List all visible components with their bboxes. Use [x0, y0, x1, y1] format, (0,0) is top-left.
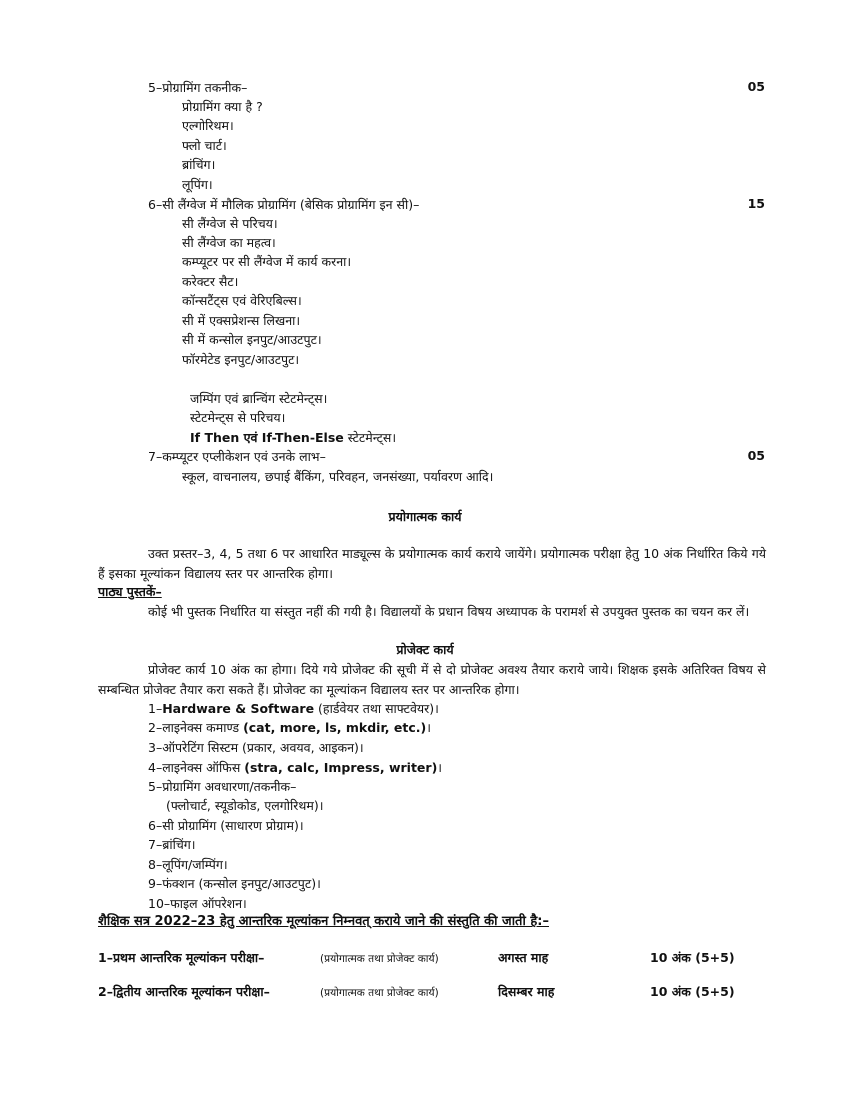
section6-heading: 6–सी लैंग्वेज में मौलिक प्रोग्रामिंग (बेसिक प्रोग्रामिंग इन सी)–	[148, 197, 420, 212]
assessment-detail: (प्रयोगात्मक तथा प्रोजेक्ट कार्य)	[320, 953, 439, 965]
section6-marks: 15	[747, 196, 765, 211]
list-item: 5–प्रोग्रामिंग अवधारणा/तकनीक–	[148, 779, 297, 794]
ifthen-english: If Then एवं If-Then-Else	[190, 430, 344, 445]
assessment-month: दिसम्बर माह	[498, 984, 555, 999]
project-title: प्रोजेक्ट कार्य	[396, 642, 454, 657]
list-item: फॉरमेटेड इनपुट/आउटपुट।	[182, 352, 300, 367]
list-item: ब्रांचिंग।	[182, 157, 216, 172]
assessment-marks: 10 अंक (5+5)	[650, 984, 735, 999]
assessment-name: 1–प्रथम आन्तरिक मूल्यांकन परीक्षा–	[98, 950, 265, 965]
list-item: लूपिंग।	[182, 177, 213, 192]
project-paragraph	[98, 660, 766, 700]
assessment-heading: शैक्षिक सत्र 2022–23 हेतु आन्तरिक मूल्यांकन निम्नवत् कराये जाने की संस्तुति की जाती है:–	[98, 914, 549, 929]
list-item: स्कूल, वाचनालय, छपाई बैंकिंग, परिवहन, जनसंख्या, पर्यावरण आदि।	[182, 469, 494, 484]
list-item: 6–सी प्रोग्रामिंग (साधारण प्रोग्राम)।	[148, 818, 304, 833]
assessment-month: अगस्त माह	[498, 950, 549, 965]
practical-text: उक्त प्रस्तर–3, 4, 5 तथा 6 पर आधारित माड्यूल्स के प्रयोगात्मक कार्य कराये जायेंगे। प्रयोगात्मक परीक्षा हेतु 10 अंक निर्धारित किये गये हैं इसका मूल्यांकन विद्यालय स्तर पर आन्तरिक होगा।	[98, 546, 766, 581]
list-item: 4–लाइनेक्स ऑफिस (stra, calc, Impress, writer)।	[148, 760, 443, 775]
list-item-ifthen	[190, 429, 396, 447]
list-item: कम्प्यूटर पर सी लैंग्वेज में कार्य करना।	[182, 254, 352, 269]
list-item: फ्लो चार्ट।	[182, 138, 227, 153]
list-item: (फ्लोचार्ट, स्यूडोकोड, एलगोरिथम)।	[166, 798, 324, 813]
list-item: 10–फाइल ऑपरेशन।	[148, 896, 247, 911]
list-item: 9–फंक्शन (कन्सोल इनपुट/आउटपुट)।	[148, 876, 321, 891]
assessment-detail: (प्रयोगात्मक तथा प्रोजेक्ट कार्य)	[320, 987, 439, 999]
list-item: कॉन्सटैंट्स एवं वेरिएबिल्स।	[182, 293, 302, 308]
list-item: प्रोग्रामिंग क्या है ?	[182, 99, 263, 114]
assessment-marks: 10 अंक (5+5)	[650, 950, 735, 965]
list-item: 8–लूपिंग/जम्पिंग।	[148, 857, 228, 872]
list-item: एल्गोरिथम।	[182, 118, 234, 133]
section5-marks: 05	[747, 79, 765, 94]
list-item: सी लैंग्वेज से परिचय।	[182, 216, 278, 231]
list-item: 7–ब्रांचिंग।	[148, 837, 196, 852]
list-item: 1–Hardware & Software (हार्डवेयर तथा साफ्टवेयर)।	[148, 701, 439, 716]
ifthen-hindi: स्टेटमेन्ट्स।	[347, 430, 397, 445]
list-item: स्टेटमेन्ट्स से परिचय।	[190, 410, 286, 425]
books-paragraph	[98, 602, 766, 622]
list-item: जम्पिंग एवं ब्रान्चिंग स्टेटमेन्ट्स।	[190, 391, 328, 406]
list-item: सी में कन्सोल इनपुट/आउटपुट।	[182, 332, 322, 347]
section7-marks: 05	[747, 448, 765, 463]
books-text: कोई भी पुस्तक निर्धारित या संस्तुत नहीं की गयी है। विद्यालयों के प्रधान विषय अध्यापक के परामर्श से उपयुक्त पुस्तक का चयन कर लें।	[148, 604, 750, 619]
practical-title: प्रयोगात्मक कार्य	[388, 509, 462, 524]
list-item: करेक्टर सैट।	[182, 274, 239, 289]
section5-heading: 5–प्रोग्रामिंग तकनीक–	[148, 80, 248, 95]
list-item: 3–ऑपरेटिंग सिस्टम (प्रकार, अवयव, आइकन)।	[148, 740, 364, 755]
list-item: 2–लाइनेक्स कमाण्ड (cat, more, ls, mkdir, etc.)।	[148, 720, 431, 735]
section7-heading: 7–कम्प्यूटर एप्लीकेशन एवं उनके लाभ–	[148, 449, 326, 464]
list-item: सी लैंग्वेज का महत्व।	[182, 235, 276, 250]
list-item: सी में एक्सप्रेशन्स लिखना।	[182, 313, 301, 328]
assessment-name: 2–द्वितीय आन्तरिक मूल्यांकन परीक्षा–	[98, 984, 270, 999]
practical-paragraph	[98, 544, 766, 584]
project-text: प्रोजेक्ट कार्य 10 अंक का होगा। दिये गये प्रोजेक्ट की सूची में से दो प्रोजेक्ट अवश्य तैयार कराये जाये। शिक्षक इसके अतिरिक्त विषय से सम्बन्धित प्रोजेक्ट तैयार करा सकते हैं। प्रोजेक्ट का मूल्यांकन विद्यालय स्तर पर आन्तरिक होगा।	[98, 662, 766, 697]
books-title: पाठ्य पुस्तकें–	[98, 584, 162, 599]
